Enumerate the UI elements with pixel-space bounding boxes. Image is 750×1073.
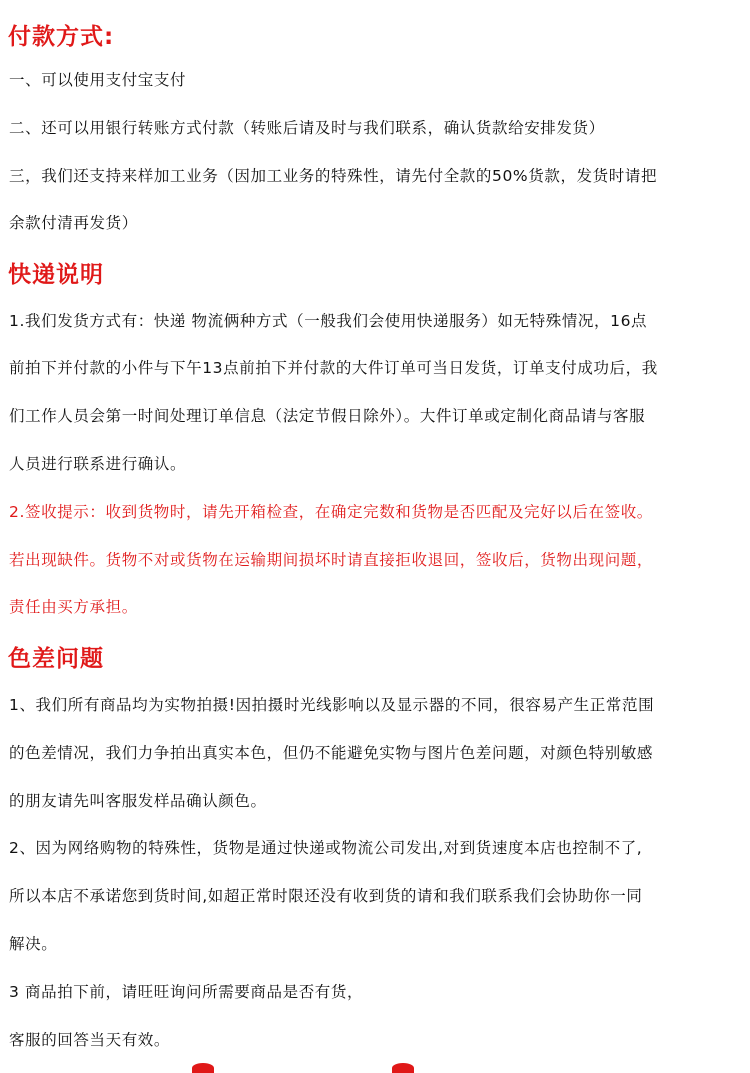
payment-heading: 付款方式: xyxy=(8,24,115,50)
color-diff-line-6: 解决。 xyxy=(9,935,58,953)
payment-line-4: 余款付清再发货） xyxy=(9,214,138,232)
delivery-line-2: 前拍下并付款的小件与下午13点前拍下并付款的大件订单可当日发货，订单支付成功后，我 xyxy=(9,359,658,377)
red-decoration-mark xyxy=(192,1063,214,1073)
color-diff-heading: 色差问题 xyxy=(8,646,104,672)
delivery-heading: 快递说明 xyxy=(8,262,104,288)
color-diff-line-4: 2、因为网络购物的特殊性，货物是通过快递或物流公司发出,对到货速度本店也控制不了, xyxy=(9,839,643,857)
payment-line-3: 三，我们还支持来样加工业务（因加工业务的特殊性，请先付全款的50%货款，发货时请把 xyxy=(9,167,658,185)
color-diff-line-2: 的色差情况，我们力争拍出真实本色，但仍不能避免实物与图片色差问题，对颜色特别敏感 xyxy=(9,744,654,762)
delivery-line-1: 1.我们发货方式有：快递 物流俩种方式（一般我们会使用快递服务）如无特殊情况，16点 xyxy=(9,312,648,330)
delivery-line-3: 们工作人员会第一时间处理订单信息（法定节假日除外）。大件订单或定制化商品请与客服 xyxy=(9,407,646,425)
color-diff-line-5: 所以本店不承诺您到货时间,如超正常时限还没有收到货的请和我们联系我们会协助你一同 xyxy=(9,887,643,905)
payment-line-2: 二、还可以用银行转账方式付款（转账后请及时与我们联系，确认货款给安排发货） xyxy=(9,119,605,137)
signing-warning-line-3: 责任由买方承担。 xyxy=(9,598,138,616)
color-diff-line-7: 3 商品拍下前，请旺旺询问所需要商品是否有货， xyxy=(9,983,364,1001)
color-diff-line-1: 1、我们所有商品均为实物拍摄!因拍摄时光线影响以及显示器的不同，很容易产生正常范围 xyxy=(9,696,655,714)
payment-line-1: 一、可以使用支付宝支付 xyxy=(9,71,187,89)
color-diff-line-8: 客服的回答当天有效。 xyxy=(9,1031,171,1049)
signing-warning-line-2: 若出现缺件。货物不对或货物在运输期间损坏时请直接拒收退回，签收后，货物出现问题， xyxy=(9,551,654,569)
signing-warning-line-1: 2.签收提示：收到货物时，请先开箱检查，在确定完数和货物是否匹配及完好以后在签收。 xyxy=(9,503,653,521)
color-diff-line-3: 的朋友请先叫客服发样品确认颜色。 xyxy=(9,792,267,810)
red-decoration-mark xyxy=(392,1063,414,1073)
delivery-line-4: 人员进行联系进行确认。 xyxy=(9,455,187,473)
